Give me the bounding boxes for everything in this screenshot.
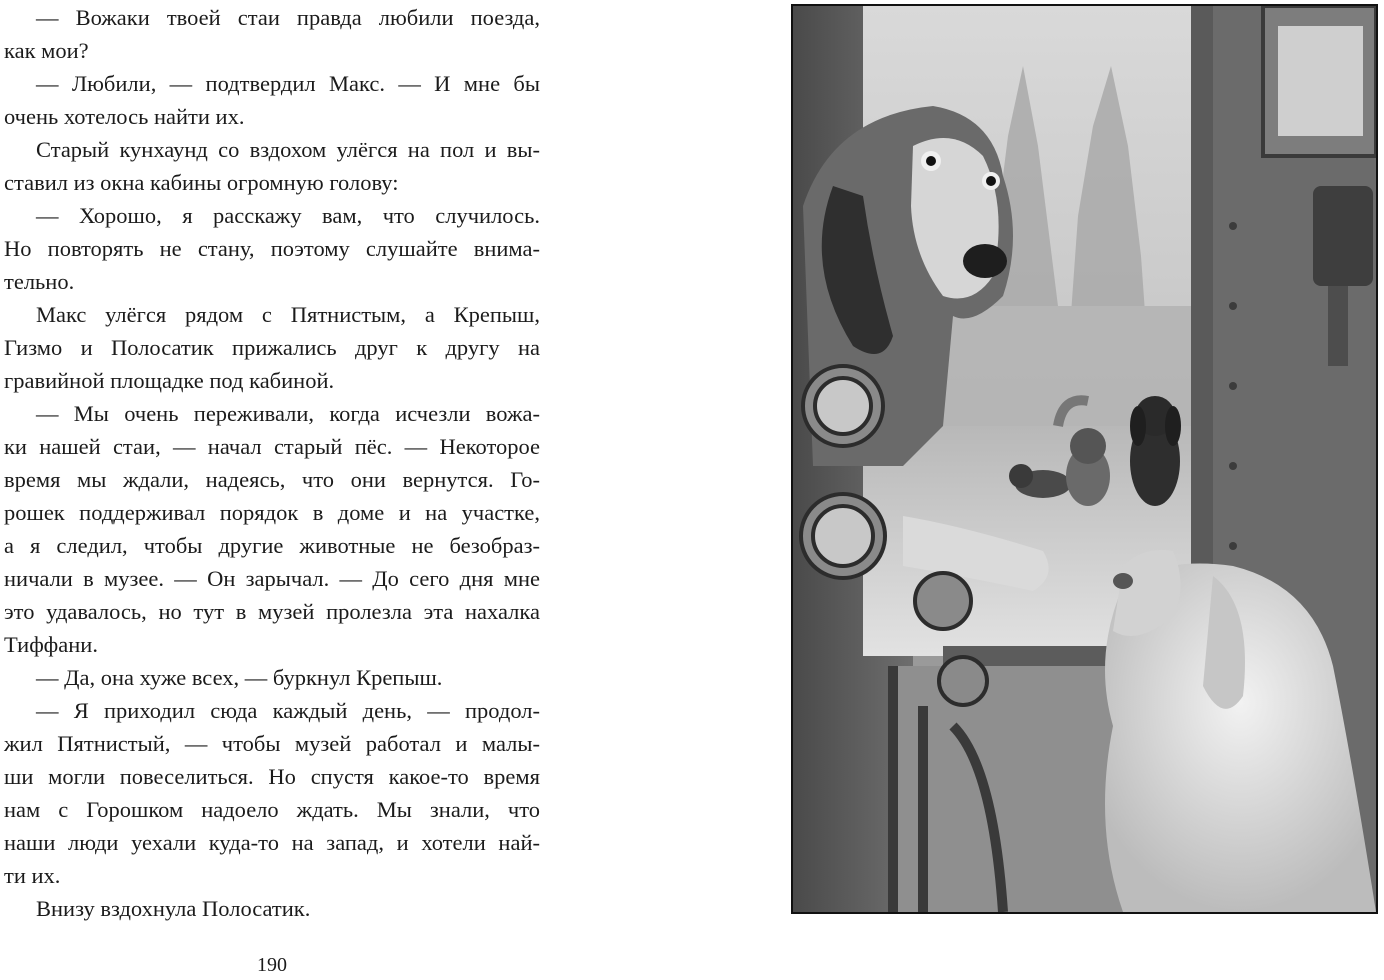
text-line: тельно.: [4, 269, 75, 294]
text-line: — Хорошо, я расскажу вам, что случилось.: [36, 203, 540, 228]
text-line: — Любили, — подтвердил Макс. — И мне бы: [36, 71, 540, 96]
text-line: Тиффани.: [4, 632, 98, 657]
text-line: — Да, она хуже всех, — буркнул Крепыш.: [36, 665, 443, 690]
text-line: очень хотелось найти их.: [4, 104, 245, 129]
text-line: — Мы очень переживали, когда исчезли вожа-: [36, 401, 540, 426]
text-line: ставил из окна кабины огромную голову:: [4, 170, 399, 195]
text-line: гравийной площадке под кабиной.: [4, 368, 335, 393]
text-line: а я следил, чтобы другие животные не безобраз-: [4, 533, 540, 558]
text-line: ти их.: [4, 863, 61, 888]
text-line: рошек поддерживал порядок в доме и на участке,: [4, 500, 540, 525]
text-line: время мы ждали, надеясь, что они вернутся. Го-: [4, 467, 540, 492]
text-line: Макс улёгся рядом с Пятнистым, а Крепыш,: [36, 302, 540, 327]
text-line: ничали в музее. — Он зарычал. — До сего дня мне: [4, 566, 540, 591]
text-line: Старый кунхаунд со вздохом улёгся на пол и вы-: [36, 137, 540, 162]
text-line: жил Пятнистый, — чтобы музей работал и малы-: [4, 731, 540, 756]
page-number: 190: [257, 954, 287, 976]
illustration-dogs-in-locomotive-cab: [791, 4, 1378, 914]
text-line: нам с Горошком надоело ждать. Мы знали, что: [4, 797, 540, 822]
text-line: Но повторять не стану, поэтому слушайте внима-: [4, 236, 540, 261]
text-line: — Я приходил сюда каждый день, — продол-: [36, 698, 540, 723]
text-line: Внизу вздохнула Полосатик.: [36, 896, 311, 921]
text-line: наши люди уехали куда-то на запад, и хотели най-: [4, 830, 540, 855]
text-line: ки нашей стаи, — начал старый пёс. — Некоторое: [4, 434, 540, 459]
text-line: ши могли повеселиться. Но спустя какое-то время: [4, 764, 540, 789]
text-line: как мои?: [4, 38, 89, 63]
text-line: это удавалось, но тут в музей пролезла эта нахалка: [4, 599, 540, 624]
text-line: — Вожаки твоей стаи правда любили поезда,: [36, 5, 540, 30]
text-line: Гизмо и Полосатик прижались друг к другу на: [4, 335, 540, 360]
